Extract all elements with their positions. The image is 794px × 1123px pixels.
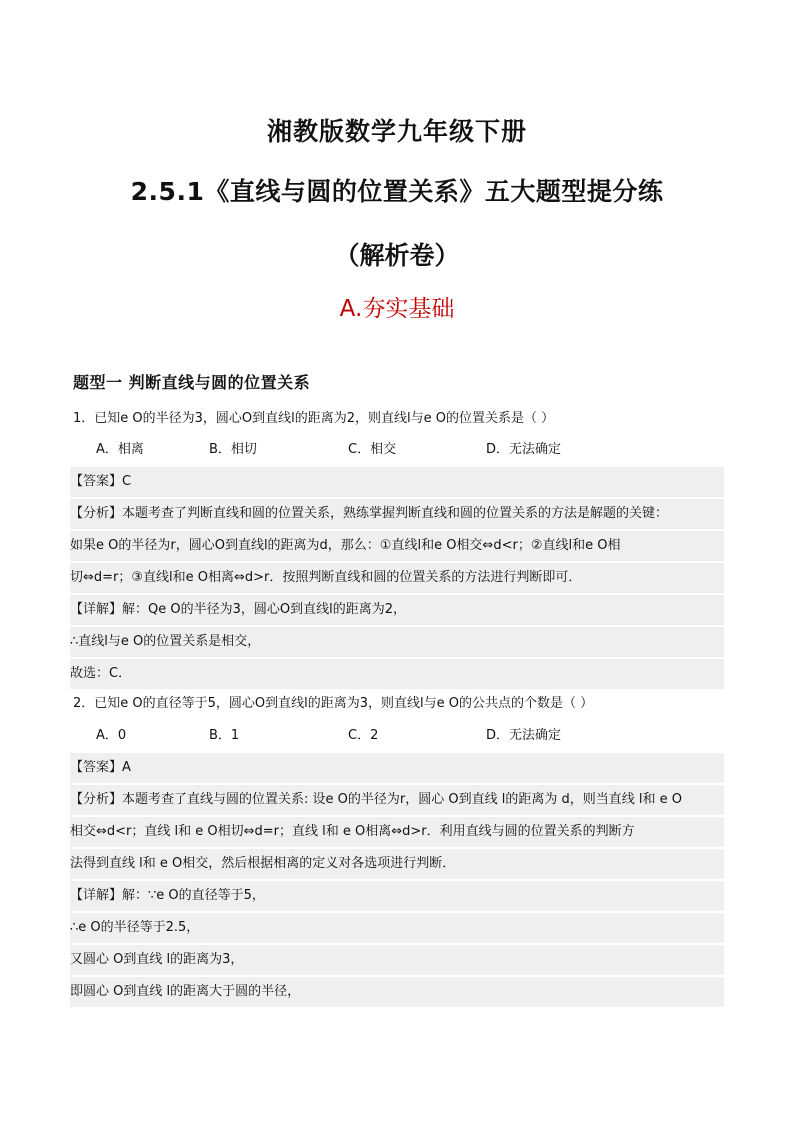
- q2-analysis-line2: 相交⇔d<r；直线 l和 e O相切⇔d=r；直线 l和 e O相离⇔d>r．利用直线与圆的位置关系的判断方: [70, 817, 724, 847]
- q1-stem: 1．已知e O的半径为3，圆心O到直线l的距离为2，则直线l与e O的位置关系是（ ）: [73, 411, 555, 426]
- q2-option-a: A．0: [96, 728, 127, 743]
- level-title: A.夯实基础: [339, 296, 455, 322]
- q1-analysis-line2: 如果e O的半径为r，圆心O到直线l的距离为d，那么：①直线l和e O相交⇔d<r；②直线l和e O相: [70, 531, 724, 561]
- q2-answer: 【答案】A: [70, 753, 724, 783]
- q2-options: [70, 727, 724, 745]
- q1-analysis-line1: 【分析】本题考查了判断直线和圆的位置关系，熟练掌握判断直线和圆的位置关系的方法是解题的关键：: [70, 499, 724, 529]
- q2-detail-line3: 又圆心 O到直线 l的距离为3，: [70, 945, 724, 975]
- q2-detail-line4: 即圆心 O到直线 l的距离大于圆的半径，: [70, 977, 724, 1007]
- lesson-title: 2.5.1《直线与圆的位置关系》五大题型提分练: [130, 177, 664, 206]
- q1-detail-line2: ∴直线l与e O的位置关系是相交，: [70, 627, 724, 657]
- q2-option-c: C．2: [348, 728, 379, 743]
- q1-option-d: D．无法确定: [486, 442, 562, 457]
- q1-detail-line1: 【详解】解：Qe O的半径为3，圆心O到直线l的距离为2，: [70, 595, 724, 625]
- q1-detail-line3: 故选：C．: [70, 659, 724, 689]
- q1-option-a: A．相离: [96, 442, 144, 457]
- document-title: 湘教版数学九年级下册: [266, 117, 527, 146]
- section-heading: 题型一 判断直线与圆的位置关系: [73, 373, 311, 392]
- q2-option-d: D．无法确定: [486, 728, 562, 743]
- q1-answer: 【答案】C: [70, 467, 724, 497]
- q1-analysis-line3: 切⇔d=r；③直线l和e O相离⇔d>r．按照判断直线和圆的位置关系的方法进行判断即可．: [70, 563, 724, 593]
- q1-option-b: B．相切: [209, 442, 257, 457]
- q2-analysis-line1: 【分析】本题考查了直线与圆的位置关系: 设e O的半径为r，圆心 O到直线 l的距离为 d，则当直线 l和 e O: [70, 785, 724, 815]
- q1-option-c: C．相交: [348, 442, 397, 457]
- q2-stem: 2．已知e O的直径等于5，圆心O到直线l的距离为3，则直线l与e O的公共点的个数是（ ）: [73, 696, 594, 711]
- q1-options: [70, 441, 724, 459]
- q2-detail-line2: ∴e O的半径等于2.5，: [70, 913, 724, 943]
- q2-analysis-line3: 法得到直线 l和 e O相交，然后根据相离的定义对各选项进行判断．: [70, 849, 724, 879]
- q2-option-b: B．1: [209, 728, 240, 743]
- q2-detail-line1: 【详解】解：∵e O的直径等于5，: [70, 881, 724, 911]
- subtitle: （解析卷）: [334, 241, 460, 270]
